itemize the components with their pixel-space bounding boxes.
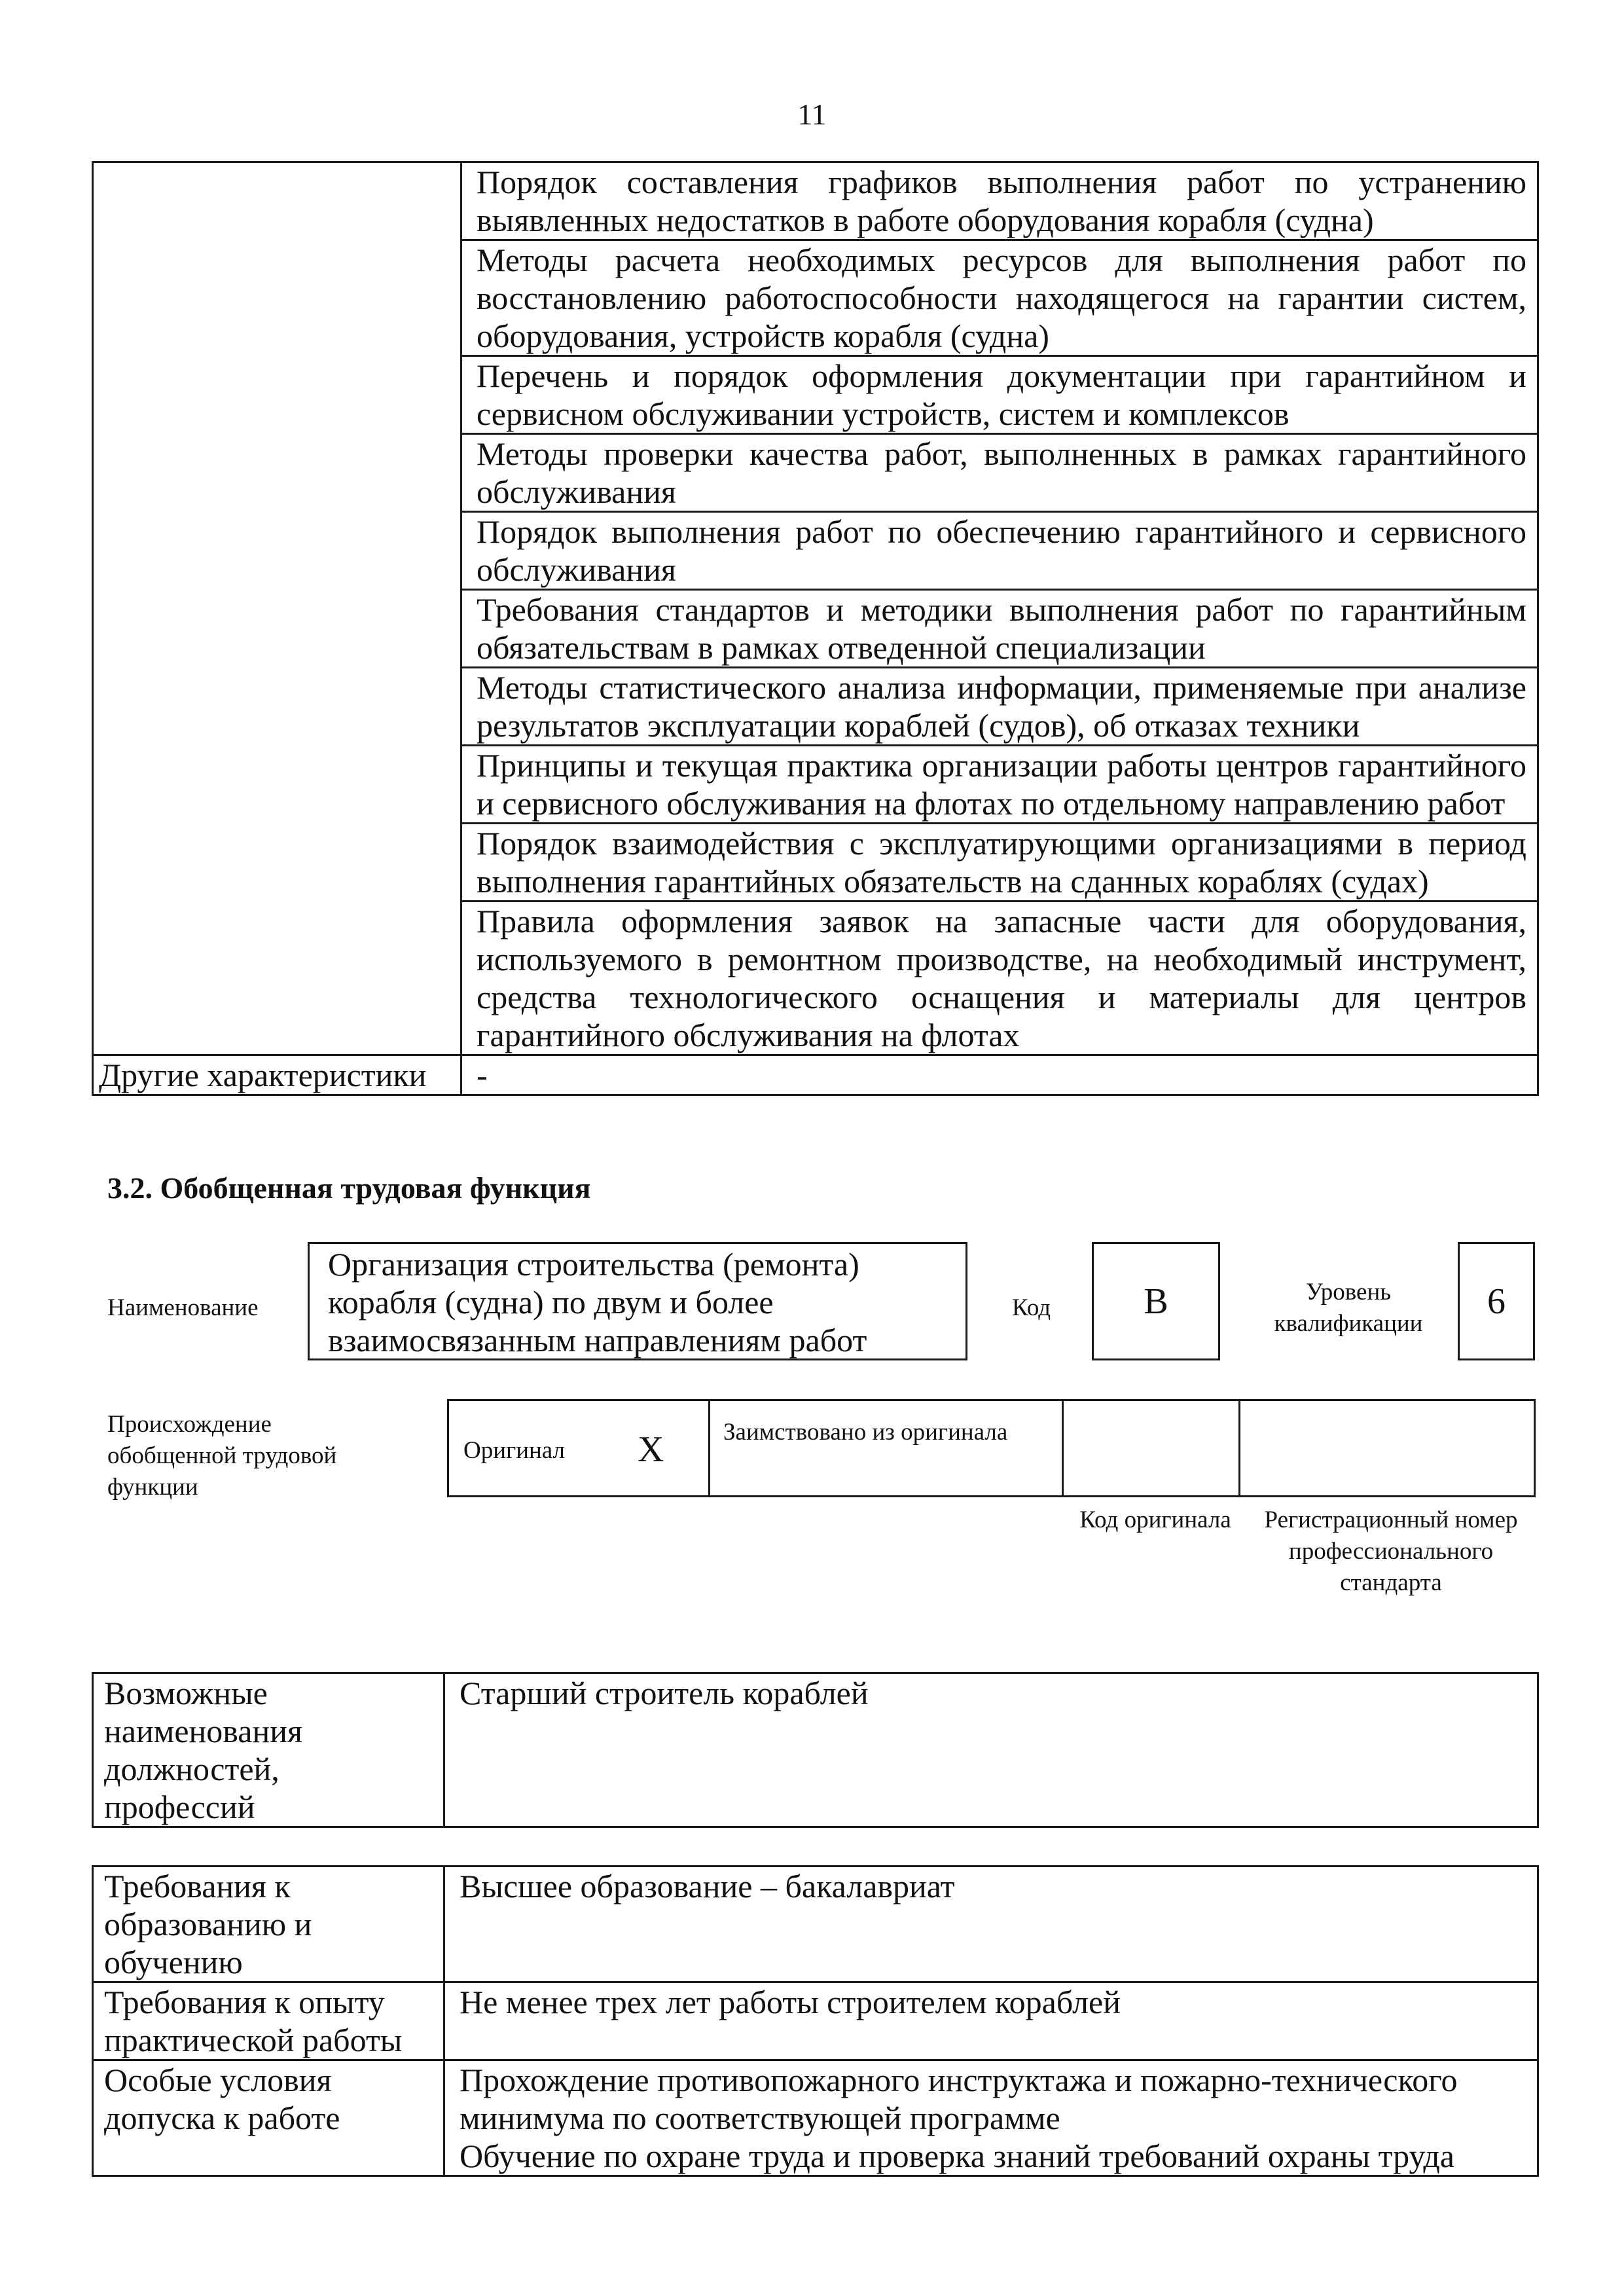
requirement-label: Требования к опыту практической работы [93, 1982, 444, 2060]
origin-label: Происхождение обобщенной трудовой функции [107, 1411, 337, 1501]
function-name-box [308, 1242, 967, 1360]
knowledge-item: Методы расчета необходимых ресурсов для выполнения работ по восстановлению работоспособности находящегося на гарантии систем, оборудования, устройств корабля (судна) [461, 240, 1538, 356]
requirements-table-body [93, 1867, 1538, 2176]
code-value: B [1144, 1281, 1168, 1322]
knowledge-item: Порядок составления графиков выполнения работ по устранению выявленных недостатков в работе оборудования корабля (судна) [461, 162, 1538, 240]
section-heading: 3.2. Обобщенная трудовая функция [107, 1171, 591, 1205]
page-number: 11 [797, 98, 827, 131]
original-label: Оригинал [463, 1437, 566, 1464]
knowledge-item: Требования стандартов и методики выполнения работ по гарантийным обязательствам в рамках отведенной специализации [461, 590, 1538, 668]
table-row [93, 2060, 1538, 2176]
borrowed-label: Заимствовано из оригинала [723, 1419, 1008, 1446]
table-row [93, 1867, 1538, 1982]
level-box [1458, 1242, 1535, 1360]
table-row [93, 162, 1538, 240]
table-row [93, 1055, 1538, 1095]
knowledge-item: Принципы и текущая практика организации работы центров гарантийного и сервисного обслуживания на флотах по отдельному направлению работ [461, 746, 1538, 824]
code-label: Код [1012, 1294, 1051, 1321]
reg-number-cell [1238, 1401, 1534, 1495]
table-row [93, 1982, 1538, 2060]
positions-table [92, 1672, 1539, 1828]
knowledge-table-body [93, 162, 1538, 1095]
requirement-value: Не менее трех лет работы строителем кораблей [444, 1982, 1538, 2060]
original-mark: X [638, 1429, 664, 1470]
origin-grid [447, 1399, 1536, 1497]
knowledge-item: Методы статистического анализа информации, применяемые при анализе результатов эксплуатации кораблей (судов), об отказах техники [461, 668, 1538, 746]
requirement-value: Прохождение противопожарного инструктажа и пожарно-технического минимума по соответствующей программе Обучение по охране труда и проверка знаний требований охраны труда [444, 2060, 1538, 2176]
knowledge-table [92, 161, 1539, 1096]
level-value: 6 [1487, 1281, 1506, 1322]
knowledge-item: Методы проверки качества работ, выполненных в рамках гарантийного обслуживания [461, 434, 1538, 512]
knowledge-item: Порядок выполнения работ по обеспечению гарантийного и сервисного обслуживания [461, 512, 1538, 590]
table-row [93, 1673, 1538, 1827]
reg-number-caption: Регистрационный номер профессионального стандарта [1264, 1506, 1518, 1596]
knowledge-item: Правила оформления заявок на запасные части для оборудования, используемого в ремонтном производстве, на необходимый инструмент, средства технологического оснащения и материалы для центров гарантийного обслуживания на флотах [461, 902, 1538, 1055]
other-characteristics-label: Другие характеристики [93, 1055, 461, 1095]
function-name-value: Организация строительства (ремонта) корабля (судна) по двум и более взаимосвязанным направлениям работ [328, 1246, 867, 1358]
code-original-caption: Код оригинала [1079, 1506, 1231, 1533]
name-label: Наименование [107, 1294, 259, 1321]
positions-label: Возможные наименования должностей, профессий [93, 1673, 444, 1827]
positions-value: Старший строитель кораблей [444, 1673, 1538, 1827]
other-characteristics-value: - [461, 1055, 1538, 1095]
requirement-label: Особые условия допуска к работе [93, 2060, 444, 2176]
knowledge-label-cell [93, 162, 461, 1055]
requirement-label: Требования к образованию и обучению [93, 1867, 444, 1982]
requirement-value: Высшее образование – бакалавриат [444, 1867, 1538, 1982]
level-label: Уровень квалификации [1274, 1279, 1423, 1337]
borrowed-cell [708, 1401, 1062, 1495]
original-cell [449, 1401, 708, 1495]
knowledge-item: Порядок взаимодействия с эксплуатирующими организациями в период выполнения гарантийных обязательств на сданных кораблях (судах) [461, 824, 1538, 902]
requirements-table [92, 1865, 1539, 2177]
original-code-cell [1062, 1401, 1238, 1495]
knowledge-item: Перечень и порядок оформления документации при гарантийном и сервисном обслуживании устройств, систем и комплексов [461, 356, 1538, 434]
code-box [1092, 1242, 1220, 1360]
